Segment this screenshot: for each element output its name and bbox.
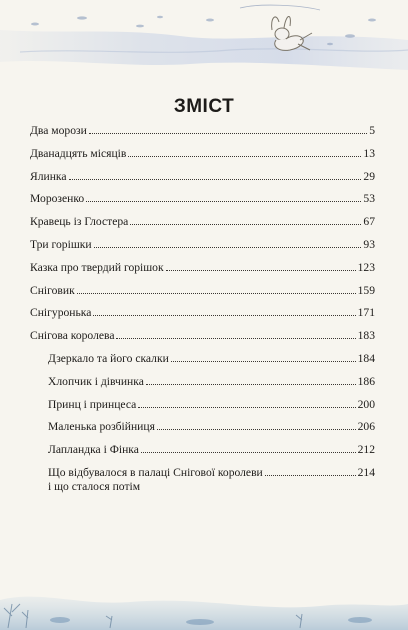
toc-entry-snihuronka — [30, 306, 375, 320]
dot-leader — [69, 179, 362, 180]
toc-entry-page: 171 — [357, 306, 375, 320]
dot-leader — [89, 133, 367, 134]
toc-entry-page: 184 — [357, 351, 375, 365]
dot-leader — [94, 247, 362, 248]
toc-entry-page: 186 — [357, 374, 375, 388]
toc-entry-page: 123 — [357, 260, 375, 274]
dot-leader — [141, 452, 356, 453]
toc-entry-kazka-pro-horishok — [30, 261, 375, 275]
toc-entry-title: Маленька розбійниця — [48, 420, 155, 434]
top-snow-illustration — [0, 0, 408, 95]
toc-entry-snihovyk — [30, 284, 375, 298]
toc-entry-title: Хлопчик і дівчинка — [48, 374, 144, 388]
toc-subentry-dzerkalo — [30, 352, 375, 366]
dot-leader — [157, 429, 356, 430]
toc-entry-page: 206 — [357, 420, 375, 434]
toc-entry-title: Снігуронька — [30, 306, 92, 320]
toc-entry-title: Кравець із Глостера — [30, 215, 129, 229]
toc-entry-title: Дванадцять місяців — [30, 146, 127, 160]
toc-entry-page: 67 — [363, 215, 375, 229]
toc-subentry-laplandka — [30, 443, 375, 457]
toc-entry-title: Дзеркало та його скалки — [48, 351, 169, 365]
toc-entry-yalynka — [30, 170, 375, 184]
dot-leader — [116, 338, 355, 339]
toc-entry-kravets — [30, 215, 375, 229]
dot-leader — [171, 361, 356, 362]
toc-entry-title: Морозенко — [30, 192, 85, 206]
toc-entry-page: 5 — [369, 124, 375, 137]
dot-leader — [93, 315, 355, 316]
dot-leader — [265, 475, 356, 476]
toc-entry-dvanadtsiat-misiatsiv — [30, 147, 375, 161]
toc-subentry-pryncz — [30, 398, 375, 412]
dot-leader — [77, 293, 356, 294]
toc-entry-title: Ялинка — [30, 169, 67, 183]
toc-entry-title-line2: і що сталося потім — [48, 479, 141, 493]
dot-leader — [130, 224, 361, 225]
page-title: ЗМІСТ — [173, 96, 235, 117]
toc-entry-title: Два морози — [30, 124, 87, 137]
toc-entry-page: 93 — [363, 237, 375, 251]
toc-entry-dva-morozy — [30, 124, 375, 138]
toc-entry-page: 29 — [363, 169, 375, 183]
toc-subentry-rozbiinytsia — [30, 420, 375, 434]
toc-entry-title: Казка про твердий горішок — [30, 260, 164, 274]
bottom-snow-illustration — [0, 560, 408, 630]
toc-entry-page: 53 — [363, 192, 375, 206]
toc-entry-title: Лапландка і Фінка — [48, 443, 139, 457]
dot-leader — [146, 384, 356, 385]
toc-entry-page: 159 — [357, 283, 375, 297]
toc-entry-try-horishky — [30, 238, 375, 252]
dot-leader — [166, 270, 356, 271]
table-of-contents — [30, 124, 375, 500]
toc-entry-page: 183 — [357, 329, 375, 343]
toc-entry-morozenko — [30, 192, 375, 206]
toc-entry-title-line1: Що відбувалося в палаці Снігової королеви — [48, 465, 263, 479]
toc-subentry-palats — [30, 466, 375, 494]
toc-entry-page: 200 — [357, 397, 375, 411]
toc-entry-page: 212 — [357, 443, 375, 457]
toc-entry-title: Три горішки — [30, 237, 92, 251]
toc-entry-title: Снігова королева — [30, 329, 115, 343]
toc-entry-page: 13 — [363, 146, 375, 160]
toc-entry-title: Принц і принцеса — [48, 397, 137, 411]
dot-leader — [138, 407, 355, 408]
dot-leader — [128, 156, 361, 157]
toc-entry-title-block — [48, 466, 263, 494]
toc-entry-snihova-koroleva — [30, 329, 375, 343]
toc-subentry-khlopchyk — [30, 375, 375, 389]
toc-entry-title: Сніговик — [30, 283, 75, 297]
toc-entry-page: 214 — [357, 465, 375, 479]
dot-leader — [86, 201, 361, 202]
